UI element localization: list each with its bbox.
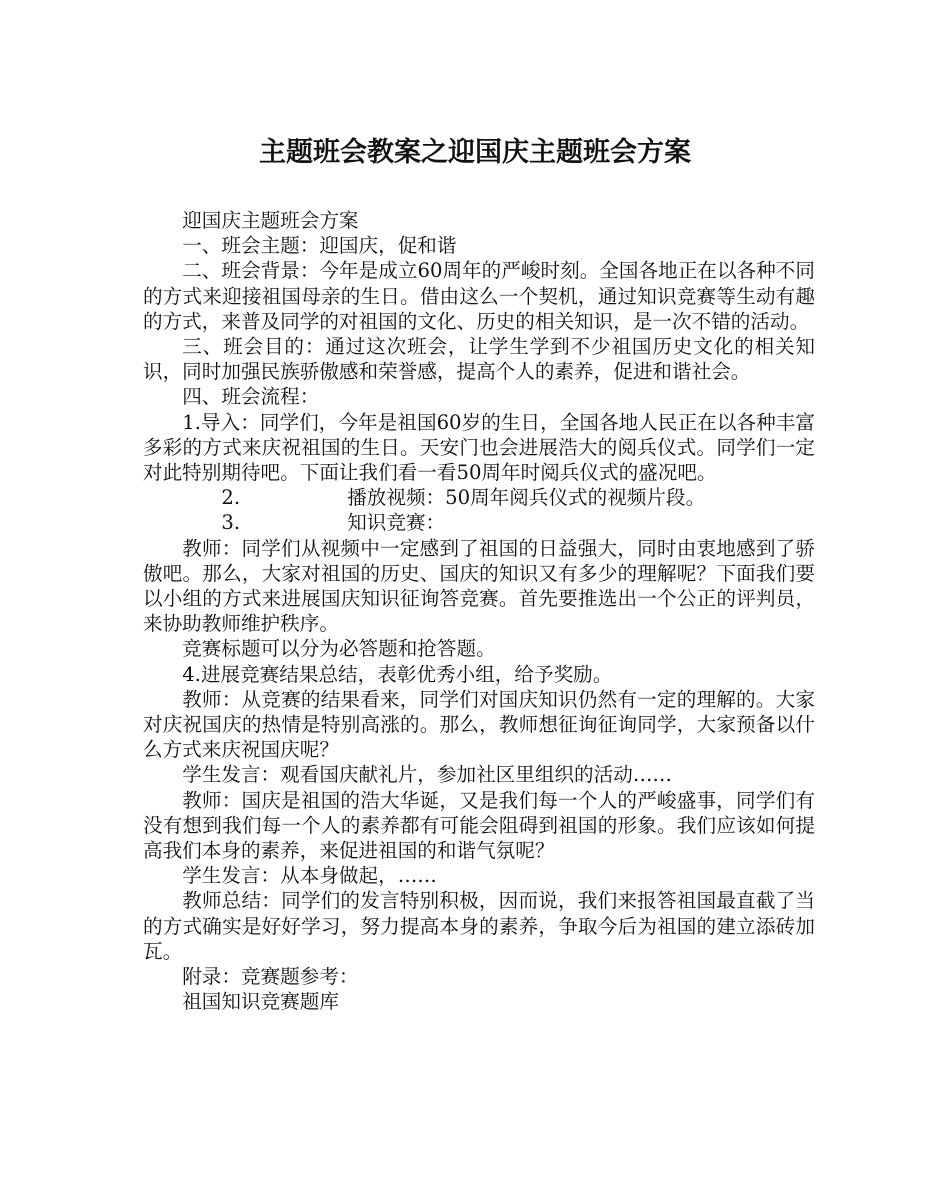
flow-step-number: 3. bbox=[221, 511, 241, 535]
flow-step-number: 2. bbox=[221, 486, 241, 510]
paragraph: 教师：国庆是祖国的浩大华诞，又是我们每一个人的严峻盛事，同学们有没有想到我们每一个人的素养都有可能会阻碍到祖国的形象。我们应该如何提高我们本身的素养，来促进祖国的和谐气氛呢？ bbox=[143, 788, 815, 863]
flow-step-text: 导入：同学们，今年是祖国60岁的生日，全国各地人民正在以各种丰富多彩的方式来庆祝祖国的生日。天安门也会进展浩大的阅兵仪式。同学们一定对此特别期待吧。下面让我们看一看50周年时阅兵仪式的盛况吧。 bbox=[143, 410, 815, 485]
paragraph: 竞赛标题可以分为必答题和抢答题。 bbox=[182, 637, 496, 661]
paragraph: 二、班会背景：今年是成立60周年的严峻时刻。全国各地正在以各种不同的方式来迎接祖国母亲的生日。借由这么一个契机，通过知识竞赛等生动有趣的方式，来普及同学的对祖国的文化、历史的相关知识，是一次不错的活动。 bbox=[143, 259, 815, 333]
paragraph: 教师总结：同学们的发言特别积极，因而说，我们来报答祖国最直截了当的方式确实是好好学习，努力提高本身的素养，争取今后为祖国的建立添砖加瓦。 bbox=[143, 889, 815, 963]
paragraph: 附录：竞赛题参考： bbox=[182, 965, 359, 989]
paragraph: 教师：同学们从视频中一定感到了祖国的日益强大，同时由衷地感到了骄傲吧。那么，大家对祖国的历史、国庆的知识又有多少的理解呢？下面我们要以小组的方式来进展国庆知识征询答竞赛。首先要推选出一个公正的评判员，来协助教师维护秩序。 bbox=[143, 536, 815, 636]
paragraph: 一、班会主题：迎国庆，促和谐 bbox=[182, 234, 457, 258]
flow-step-text: 播放视频：50周年阅兵仪式的视频片段。 bbox=[347, 486, 706, 510]
paragraph: 四、班会流程： bbox=[182, 385, 320, 409]
paragraph: 祖国知识竞赛题库 bbox=[182, 990, 339, 1014]
document-title: 主题班会教案之迎国庆主题班会方案 bbox=[259, 137, 691, 168]
paragraph: 学生发言：观看国庆献礼片，参加社区里组织的活动…… bbox=[182, 763, 673, 787]
document-body bbox=[143, 208, 815, 1015]
paragraph: 教师：从竞赛的结果看来，同学们对国庆知识仍然有一定的理解的。大家对庆祝国庆的热情是特别高涨的。那么，教师想征询征询同学，大家预备以什么方式来庆祝国庆呢？ bbox=[143, 687, 815, 762]
paragraph: 三、班会目的：通过这次班会，让学生学到不少祖国历史文化的相关知识，同时加强民族骄傲感和荣誉感，提高个人的素养，促进和谐社会。 bbox=[143, 335, 815, 384]
paragraph: 学生发言：从本身做起，…… bbox=[182, 864, 437, 888]
flow-step bbox=[143, 485, 815, 510]
flow-step-text: 知识竞赛： bbox=[347, 511, 446, 535]
flow-step bbox=[143, 510, 815, 535]
paragraph: 迎国庆主题班会方案 bbox=[182, 209, 359, 232]
flow-step bbox=[143, 410, 815, 486]
flow-step-number: 1. bbox=[182, 410, 201, 434]
paragraph: 4.进展竞赛结果总结，表彰优秀小组，给予奖励。 bbox=[182, 662, 613, 686]
